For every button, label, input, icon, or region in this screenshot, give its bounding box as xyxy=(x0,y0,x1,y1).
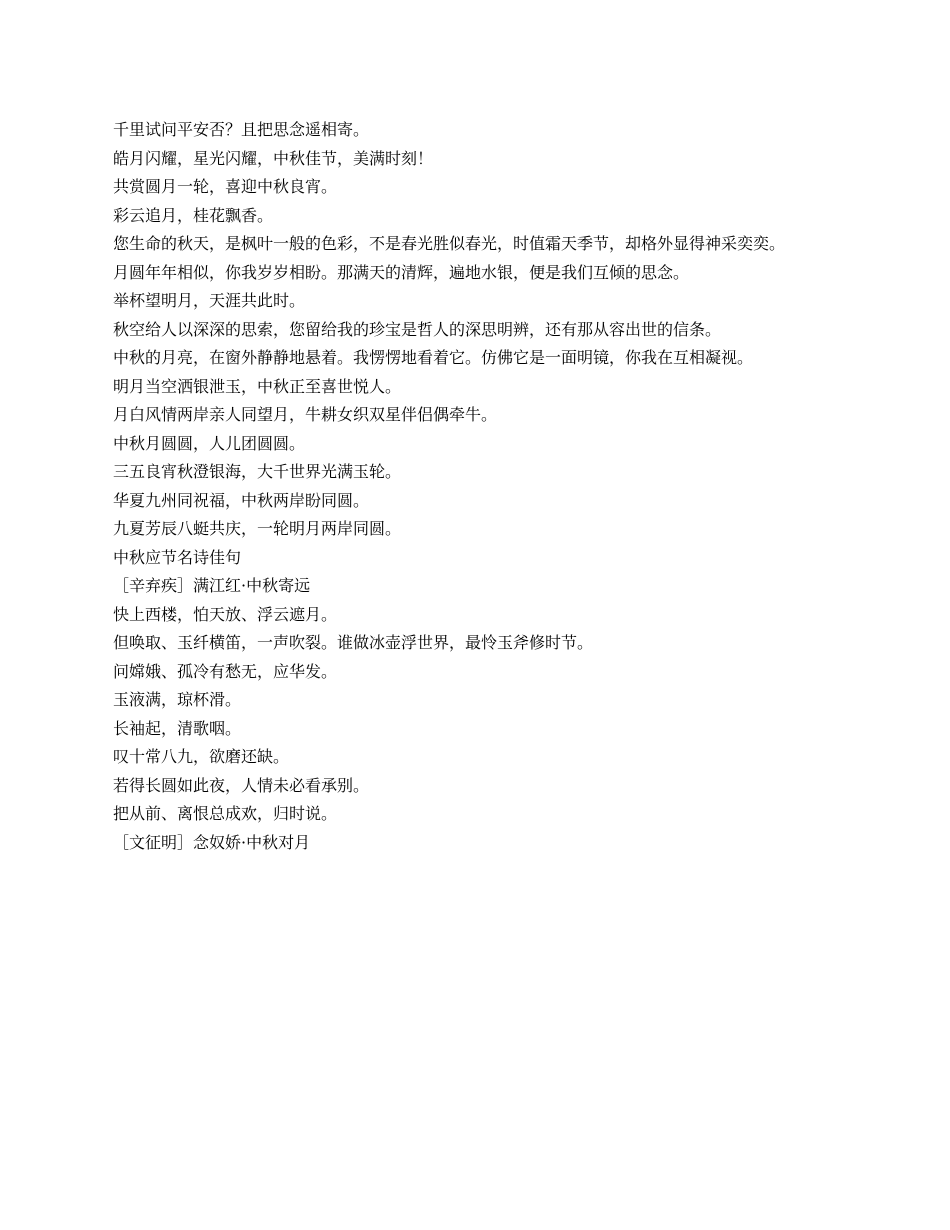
paragraph: 秋空给人以深深的思索，您留给我的珍宝是哲人的深思明辨，还有那从容出世的信条。 xyxy=(113,319,722,339)
poem-title: ［文征明］念奴娇·中秋对月 xyxy=(113,832,311,852)
paragraph: 您生命的秋天，是枫叶一般的色彩，不是春光胜似春光，时值霜天季节，却格外显得神采奕奕。 xyxy=(113,234,786,253)
poem-line: 长袖起，清歌咽。 xyxy=(113,718,242,738)
paragraph: 月白风情两岸亲人同望月，牛耕女织双星伴侣偶牵牛。 xyxy=(113,405,498,424)
paragraph: 月圆年年相似，你我岁岁相盼。那满天的清辉，遍地水银，便是我们互倾的思念。 xyxy=(113,262,690,282)
paragraph: 明月当空洒银泄玉，中秋正至喜世悦人。 xyxy=(113,376,402,396)
paragraph: 皓月闪耀，星光闪耀，中秋佳节，美满时刻！ xyxy=(113,148,434,168)
paragraph: 千里试问平安否？且把思念遥相寄。 xyxy=(113,120,370,139)
paragraph: 中秋的月亮，在窗外静静地悬着。我愣愣地看着它。仿佛它是一面明镜，你我在互相凝视。 xyxy=(113,348,754,367)
section-heading: 中秋应节名诗佳句 xyxy=(113,547,242,567)
poem-line: 若得长圆如此夜，人情未必看承别。 xyxy=(113,775,370,795)
poem-line: 但唤取、玉纤横笛，一声吹裂。谁做冰壶浮世界，最怜玉斧修时节。 xyxy=(113,633,594,652)
document-body xyxy=(113,121,848,862)
paragraph: 三五良宵秋澄银海，大千世界光满玉轮。 xyxy=(113,462,402,481)
poem-line: 快上西楼，怕天放、浮云遮月。 xyxy=(113,604,338,624)
poem-line: 把从前、离恨总成欢，归时说。 xyxy=(113,804,338,823)
paragraph: 举杯望明月，天涯共此时。 xyxy=(113,291,306,310)
paragraph: 共赏圆月一轮，喜迎中秋良宵。 xyxy=(113,177,338,196)
poem-line: 玉液满，琼杯滑。 xyxy=(113,690,242,709)
paragraph: 彩云追月，桂花飘香。 xyxy=(113,205,274,225)
paragraph: 华夏九州同祝福，中秋两岸盼同圆。 xyxy=(113,490,370,510)
paragraph: 中秋月圆圆，人儿团圆圆。 xyxy=(113,433,306,453)
poem-title: ［辛弃疾］满江红·中秋寄远 xyxy=(113,576,311,595)
poem-line: 问嫦娥、孤冷有愁无，应华发。 xyxy=(113,661,338,681)
paragraph: 九夏芳辰八蜓共庆，一轮明月两岸同圆。 xyxy=(113,519,402,538)
poem-line: 叹十常八九，欲磨还缺。 xyxy=(113,747,290,766)
